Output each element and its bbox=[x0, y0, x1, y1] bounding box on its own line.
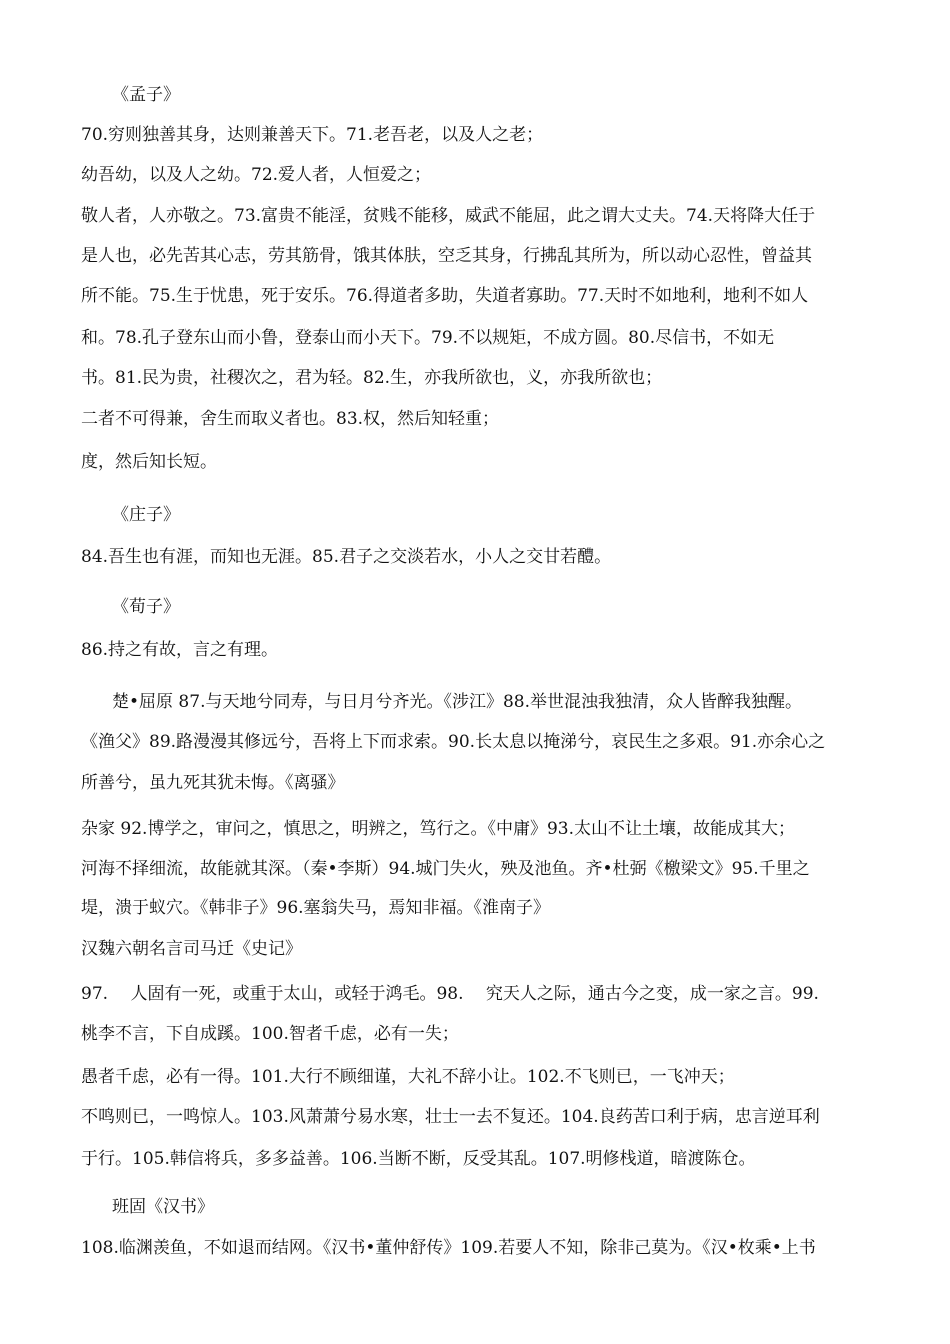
text-line: 堤，溃于蚁穴。《韩非子》96.塞翁失马，焉知非福。《淮南子》 bbox=[81, 898, 551, 918]
text-line: 幼吾幼，以及人之幼。72.爱人者，人恒爱之； bbox=[81, 165, 432, 185]
text-line: 和。78.孔子登东山而小鲁，登泰山而小天下。79.不以规矩，不成方圆。80.尽信书，不如无 bbox=[81, 328, 775, 348]
text-line: 二者不可得兼，舍生而取义者也。83.权，然后知轻重； bbox=[81, 409, 500, 429]
text-line: 杂家 92.博学之，审问之，慎思之，明辨之，笃行之。《中庸》93.太山不让土壤，故能成其大； bbox=[81, 819, 795, 839]
section-heading-mengzi: 《孟子》 bbox=[112, 85, 180, 105]
text-line: 于行。105.韩信将兵，多多益善。106.当断不断，反受其乱。107.明修栈道，暗渡陈仓。 bbox=[81, 1149, 756, 1169]
text-line: 书。81.民为贵，社稷次之，君为轻。82.生，亦我所欲也，义，亦我所欲也； bbox=[81, 368, 663, 388]
text-line: 度，然后知长短。 bbox=[81, 452, 217, 472]
section-heading-xunzi: 《荀子》 bbox=[112, 597, 180, 617]
text-line: 桃李不言，下自成蹊。100.智者千虑，必有一失； bbox=[81, 1024, 459, 1044]
text-line: 是人也，必先苦其心志，劳其筋骨，饿其体肤，空乏其身，行拂乱其所为，所以动心忍性，曾益其 bbox=[81, 246, 812, 266]
text-line: 所不能。75.生于忧患，死于安乐。76.得道者多助，失道者寡助。77.天时不如地利，地利不如人 bbox=[81, 286, 809, 306]
text-line: 愚者千虑，必有一得。101.大行不顾细谨，大礼不辞小让。102.不飞则已，一飞冲天； bbox=[81, 1067, 735, 1087]
section-heading-zhuangzi: 《庄子》 bbox=[112, 505, 180, 525]
text-line: 97. 人固有一死，或重于太山，或轻于鸿毛。98. 究天人之际，通古今之变，成一家之言。99. bbox=[81, 984, 819, 1004]
text-line: 敬人者，人亦敬之。73.富贵不能淫，贫贱不能移，威武不能屈，此之谓大丈夫。74.天将降大任于 bbox=[81, 206, 816, 226]
text-line: 河海不择细流，故能就其深。（秦•李斯）94.城门失火，殃及池鱼。齐•杜弼《檄梁文》95.千里之 bbox=[81, 859, 810, 879]
text-line: 不鸣则已，一鸣惊人。103.风萧萧兮易水寒，壮士一去不复还。104.良药苦口利于病，忠言逆耳利 bbox=[81, 1107, 820, 1127]
text-line: 70.穷则独善其身，达则兼善天下。71.老吾老，以及人之老； bbox=[81, 125, 544, 145]
text-line: 84.吾生也有涯，而知也无涯。85.君子之交淡若水，小人之交甘若醴。 bbox=[81, 547, 612, 567]
text-line: 108.临渊羡鱼，不如退而结网。《汉书•董仲舒传》109.若要人不知，除非己莫为。《汉•枚乘•上书 bbox=[81, 1238, 816, 1258]
text-line: 楚•屈原 87.与天地兮同寿，与日月兮齐光。《涉江》88.举世混浊我独清，众人皆醉我独醒。 bbox=[112, 692, 803, 712]
text-line: 所善兮，虽九死其犹未悔。《离骚》 bbox=[81, 773, 345, 793]
section-heading-han-wei: 汉魏六朝名言司马迁《史记》 bbox=[81, 939, 302, 959]
text-line: 86.持之有故，言之有理。 bbox=[81, 640, 279, 660]
section-heading-hanshu: 班固《汉书》 bbox=[112, 1197, 214, 1217]
text-line: 《渔父》89.路漫漫其修远兮，吾将上下而求索。90.长太息以掩涕兮，哀民生之多艰。91.亦余心之 bbox=[81, 732, 826, 752]
